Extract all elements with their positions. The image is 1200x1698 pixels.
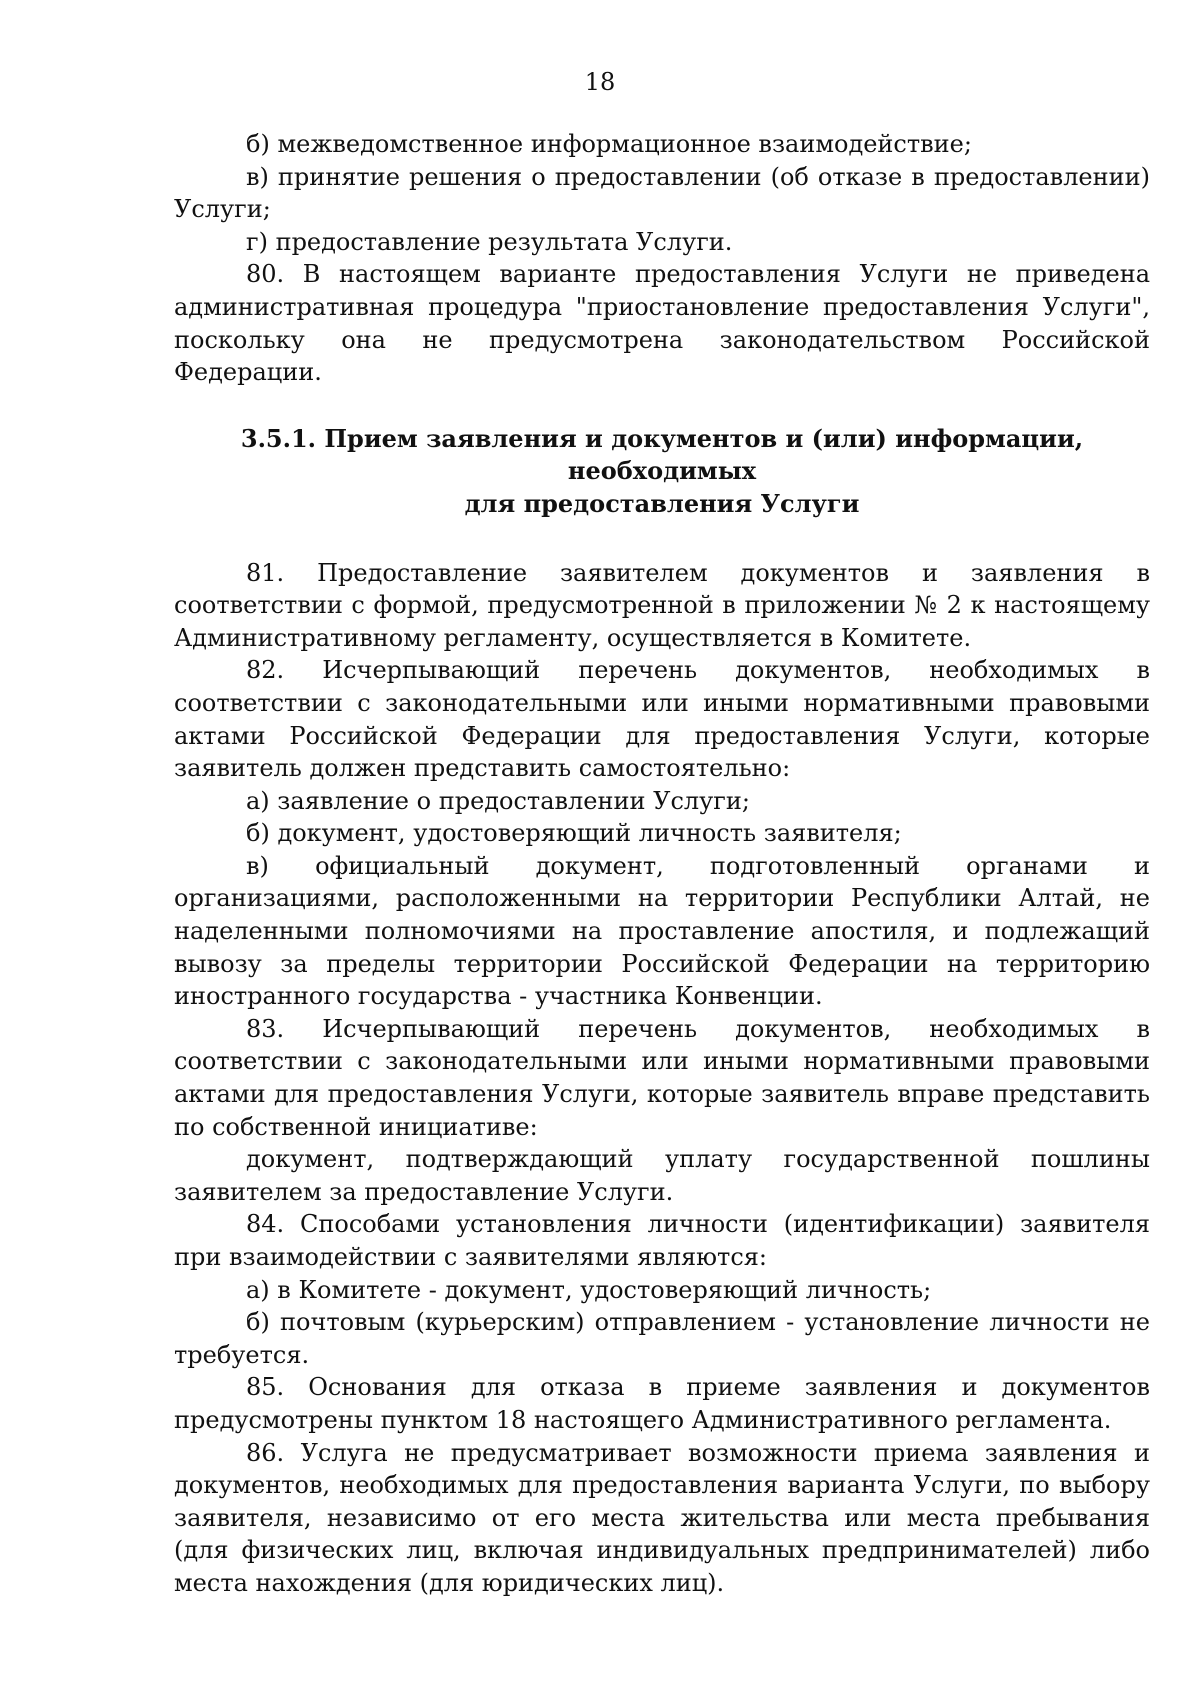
paragraph-80: 80. В настоящем варианте предоставления Услуги не приведена административная процедура "приостановление предоставления Услуги", поскольку она не предусмотрена законодательством Российской Федерации. (174, 260, 1150, 387)
page-number: 18 (584, 68, 616, 96)
paragraph-82-item-b: б) документ, удостоверяющий личность заявителя; (246, 819, 902, 848)
paragraph-82: 82. Исчерпывающий перечень документов, необходимых в соответствии с законодательными или иными нормативными правовыми актами Российской Федерации для предоставления Услуги, которые заявитель должен представить самостоятельно: (174, 656, 1150, 783)
paragraph-84-item-a: а) в Комитете - документ, удостоверяющий личность; (246, 1275, 932, 1304)
paragraph-decision-making: в) принятие решения о предоставлении (об отказе в предоставлении) Услуги; (174, 162, 1150, 224)
section-heading (174, 423, 1150, 521)
paragraph-84-item-b: б) почтовым (курьерским) отправлением - установление личности не требуется. (174, 1308, 1150, 1369)
paragraph-result-provision: г) предоставление результата Услуги. (246, 227, 733, 256)
paragraph-83-document: документ, подтверждающий уплату государственной пошлины заявителем за предоставление Услуги. (174, 1145, 1150, 1206)
paragraph-81: 81. Предоставление заявителем документов и заявления в соответствии с формой, предусмотренной в приложении № 2 к настоящему Административному регламенту, осуществляется в Комитете. (174, 558, 1150, 652)
paragraph-86: 86. Услуга не предусматривает возможности приема заявления и документов, необходимых для предоставления варианта Услуги, по выбору заявителя, независимо от его места жительства или места пребывания (для физических лиц, включая индивидуальных предпринимателей) либо места нахождения (для юридических лиц). (174, 1438, 1150, 1597)
paragraph-84: 84. Способами установления личности (идентификации) заявителя при взаимодействии с заявителями являются: (174, 1210, 1150, 1271)
paragraph-85: 85. Основания для отказа в приеме заявления и документов предусмотрены пунктом 18 настоящего Административного регламента. (174, 1373, 1150, 1434)
paragraph-82-item-a: а) заявление о предоставлении Услуги; (246, 786, 750, 815)
paragraph-interagency-interaction: б) межведомственное информационное взаимодействие; (246, 130, 972, 158)
section-heading-line-2: для предоставления Услуги (464, 488, 860, 518)
section-heading-line-1: 3.5.1. Прием заявления и документов и (или) информации, необходимых (240, 423, 1084, 486)
document-body (174, 128, 1150, 1600)
paragraph-82-item-c: в) официальный документ, подготовленный органами и организациями, расположенными на территории Республики Алтай, не наделенными полномочиями на проставление апостиля, и подлежащий вывозу за пределы территории Российской Федерации на территорию иностранного государства - участника Конвенции. (174, 851, 1150, 1011)
paragraph-83: 83. Исчерпывающий перечень документов, необходимых в соответствии с законодательными или иными нормативными правовыми актами для предоставления Услуги, которые заявитель вправе представить по собственной инициативе: (174, 1014, 1150, 1141)
